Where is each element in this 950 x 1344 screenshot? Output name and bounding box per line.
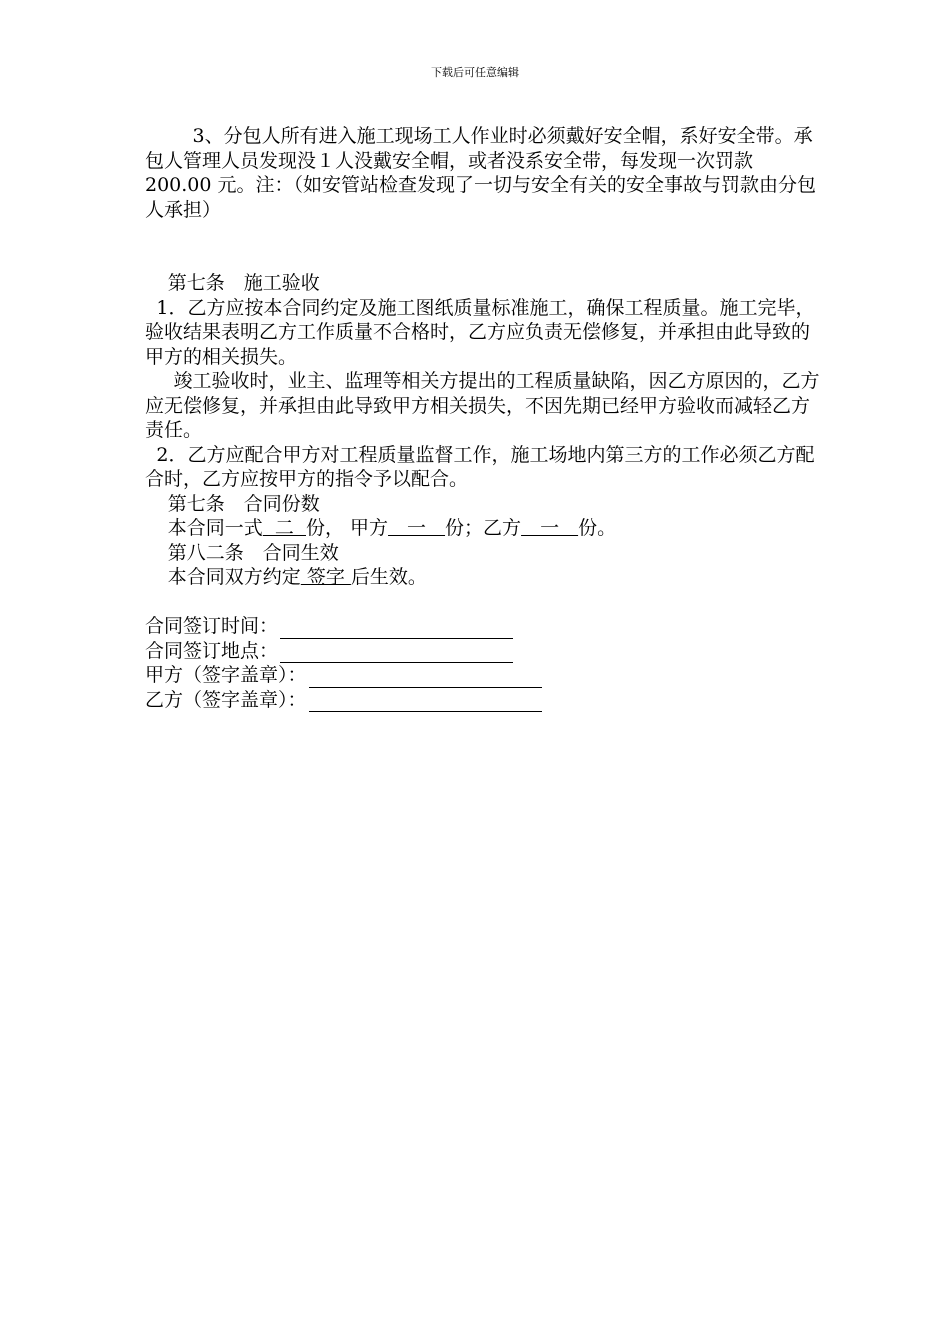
signing-date-label: 合同签订时间： bbox=[145, 615, 279, 637]
effect-prefix: 本合同双方约定 bbox=[167, 566, 301, 588]
article-7-acceptance-title: 第七条 施工验收 bbox=[167, 272, 320, 294]
spacer bbox=[145, 222, 825, 271]
party-b-signature-row bbox=[145, 688, 825, 713]
copies-party-a-blank: 一 bbox=[388, 517, 446, 539]
article-7-copies-title: 第七条 合同份数 bbox=[167, 492, 320, 515]
copies-total-blank: 二 bbox=[262, 517, 306, 539]
effect-suffix: 后生效。 bbox=[350, 566, 427, 588]
article-7-item-1-continued: 竣工验收时，业主、监理等相关方提出的工程质量缺陷，因乙方原因的，乙方应无偿修复，并承担由此导致甲方相关损失，不因先期已经甲方验收而减轻乙方责任。 bbox=[145, 370, 820, 441]
effect-condition-blank: 签字 bbox=[300, 566, 351, 588]
party-a-signature-label: 甲方（签字盖章）： bbox=[145, 664, 307, 686]
signing-date-row bbox=[145, 614, 825, 639]
party-b-signature-line[interactable] bbox=[309, 691, 542, 712]
party-b-signature-label: 乙方（签字盖章）： bbox=[145, 688, 307, 711]
copies-sentence bbox=[145, 516, 825, 541]
copies-prefix: 本合同一式 bbox=[167, 517, 263, 539]
copies-party-b-blank: 一 bbox=[521, 517, 579, 539]
article-7-item-2: 2．乙方应配合甲方对工程质量监督工作，施工场地内第三方的工作必须乙方配合时，乙方应按甲方的指令予以配合。 bbox=[145, 443, 815, 490]
party-a-signature-line[interactable] bbox=[309, 667, 542, 688]
effect-sentence bbox=[145, 565, 825, 590]
copies-party-b-label: 份；乙方 bbox=[445, 517, 522, 539]
article-7-item-1: 1．乙方应按本合同约定及施工图纸质量标准施工，确保工程质量。施工完毕，验收结果表明乙方工作质量不合格时，乙方应负责无偿修复，并承担由此导致的甲方的相关损失。 bbox=[145, 296, 815, 368]
party-a-signature-row bbox=[145, 663, 825, 688]
spacer bbox=[145, 590, 825, 615]
signing-date-line[interactable] bbox=[280, 618, 513, 639]
page-header: 下载后可任意编辑 bbox=[431, 66, 519, 79]
signing-place-line[interactable] bbox=[280, 642, 513, 663]
copies-party-a-label: 份， 甲方 bbox=[305, 517, 389, 539]
copies-suffix: 份。 bbox=[578, 517, 617, 539]
signing-place-row bbox=[145, 639, 825, 664]
article-82-effect-title: 第八二条 合同生效 bbox=[167, 541, 339, 564]
document-body bbox=[145, 124, 825, 712]
signing-place-label: 合同签订地点： bbox=[145, 639, 279, 662]
clause-3-paragraph: 3、分包人所有进入施工现场工人作业时必须戴好安全帽，系好安全带。承包人管理人员发现没１人没戴安全帽，或者没系安全带，每发现一次罚款 200.00 元。注：（如安管站检查发现了一切与安全有关的安全事故与罚款由分包人承担） bbox=[145, 125, 817, 221]
